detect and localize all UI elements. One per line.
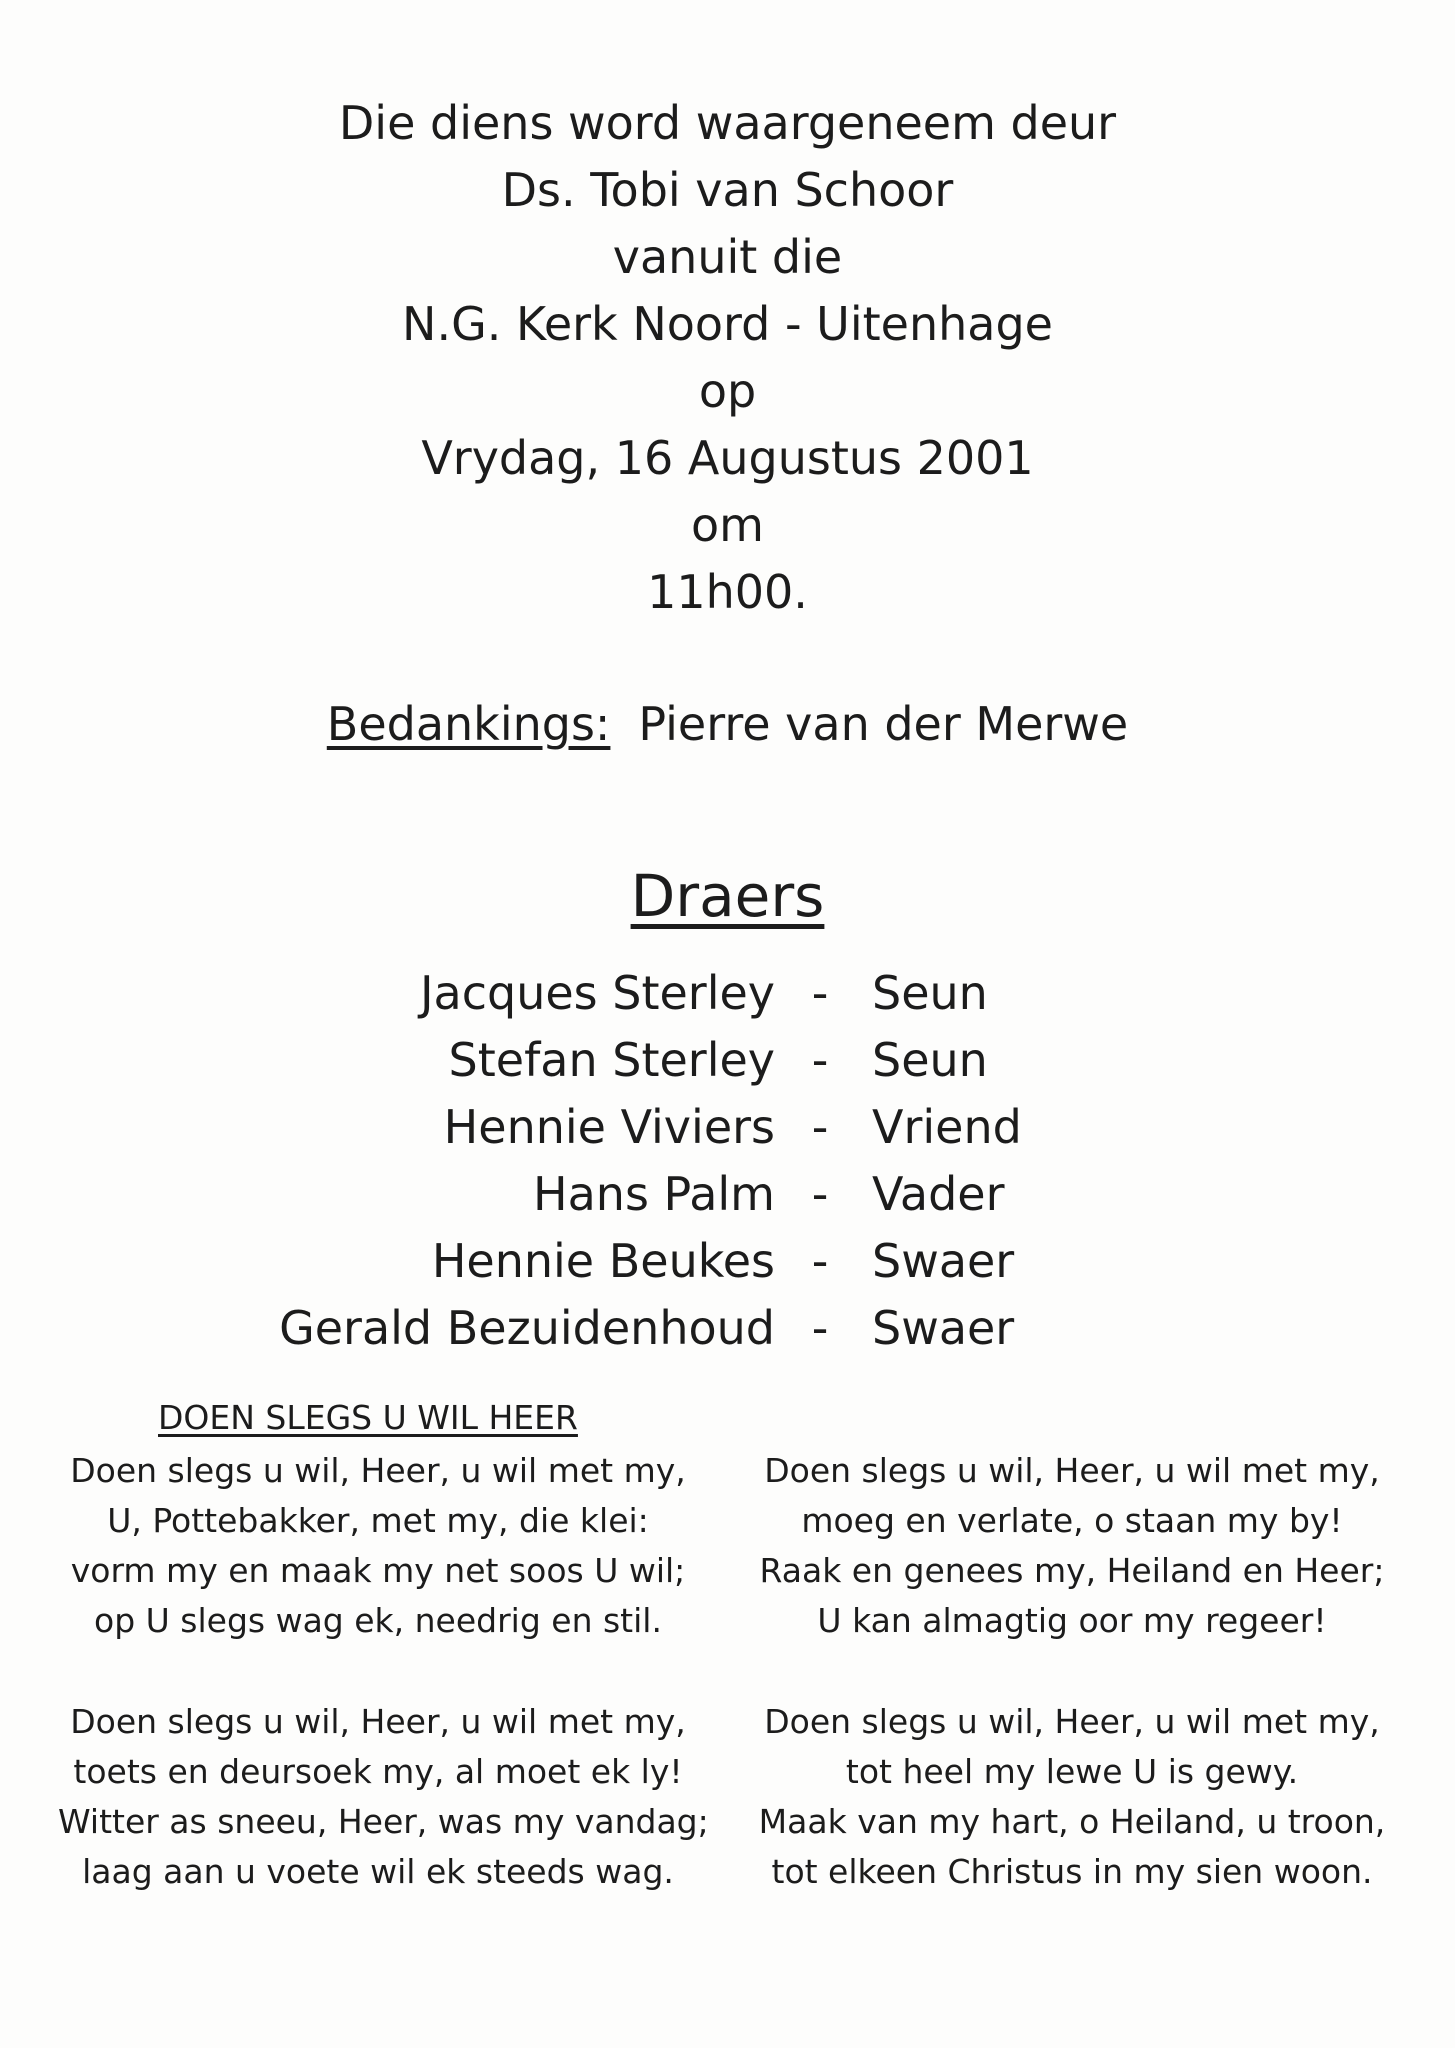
bearer-separator: - (811, 1234, 829, 1288)
bearer-relation: Vriend (872, 1100, 1022, 1154)
bearer-name: Hans Palm (533, 1167, 775, 1221)
verse-line: laag aan u voete wil ek steeds wag. (82, 1852, 674, 1891)
hymn-verse-1 (58, 1446, 698, 1646)
bearer-row (0, 960, 1455, 1027)
service-time: 11h00. (647, 565, 808, 619)
thanks-line (0, 694, 1455, 754)
service-line: Die diens word waargeneem deur (338, 96, 1117, 150)
verse-line: tot elkeen Christus in my sien woon. (771, 1852, 1373, 1891)
verse-line: Doen slegs u wil, Heer, u wil met my, (764, 1702, 1380, 1741)
thanks-label: Bedankings: (326, 697, 611, 751)
verse-line: tot heel my lewe U is gewy. (845, 1752, 1299, 1791)
service-line: vanuit die (612, 230, 843, 284)
bearer-relation: Swaer (872, 1301, 1015, 1355)
verse-line: U, Pottebakker, met my, die klei: (107, 1501, 649, 1540)
bearer-relation: Seun (872, 966, 988, 1020)
bearers-heading: Draers (630, 862, 825, 930)
hymn-title: DOEN SLEGS U WIL HEER (158, 1398, 578, 1437)
verse-line: Doen slegs u wil, Heer, u wil met my, (70, 1451, 686, 1490)
bearer-row (0, 1161, 1455, 1228)
bearer-name: Gerald Bezuidenhoud (279, 1301, 775, 1355)
bearer-row (0, 1027, 1455, 1094)
bearer-separator: - (811, 1100, 829, 1154)
verse-line: U kan almagtig oor my regeer! (817, 1601, 1327, 1640)
service-line: om (691, 498, 764, 552)
bearer-name: Hennie Viviers (443, 1100, 775, 1154)
bearer-name: Jacques Sterley (419, 966, 775, 1020)
minister-name: Ds. Tobi van Schoor (501, 163, 954, 217)
verse-line: Maak van my hart, o Heiland, u troon, (758, 1802, 1386, 1841)
bearer-row (0, 1228, 1455, 1295)
bearer-separator: - (811, 1301, 829, 1355)
bearer-row (0, 1295, 1455, 1362)
bearer-relation: Swaer (872, 1234, 1015, 1288)
verse-line: vorm my en maak my net soos U wil; (70, 1551, 686, 1590)
bearer-separator: - (811, 1167, 829, 1221)
hymn-verse-2 (752, 1446, 1392, 1646)
bearer-separator: - (811, 966, 829, 1020)
bearer-name: Hennie Beukes (431, 1234, 775, 1288)
bearer-row (0, 1094, 1455, 1161)
verse-line: Raak en genees my, Heiland en Heer; (759, 1551, 1385, 1590)
church-name: N.G. Kerk Noord - Uitenhage (402, 297, 1053, 351)
verse-line: moeg en verlate, o staan my by! (801, 1501, 1343, 1540)
bearer-relation: Seun (872, 1033, 988, 1087)
verse-line: Doen slegs u wil, Heer, u wil met my, (70, 1702, 686, 1741)
verse-line: op U slegs wag ek, needrig en stil. (94, 1601, 662, 1640)
service-details (0, 90, 1455, 626)
bearers-list (0, 960, 1455, 1362)
verse-line: toets en deursoek my, al moet ek ly! (73, 1752, 683, 1791)
verse-line: Doen slegs u wil, Heer, u wil met my, (764, 1451, 1380, 1490)
bearer-name: Stefan Sterley (448, 1033, 775, 1087)
thanks-name: Pierre van der Merwe (638, 697, 1129, 751)
hymn-verse-4 (752, 1697, 1392, 1897)
hymn-verse-3 (58, 1697, 709, 1897)
service-date: Vrydag, 16 Augustus 2001 (421, 431, 1034, 485)
service-line: op (698, 364, 757, 418)
bearer-relation: Vader (872, 1167, 1005, 1221)
verse-line: Witter as sneeu, Heer, was my vandag; (58, 1802, 709, 1841)
bearer-separator: - (811, 1033, 829, 1087)
